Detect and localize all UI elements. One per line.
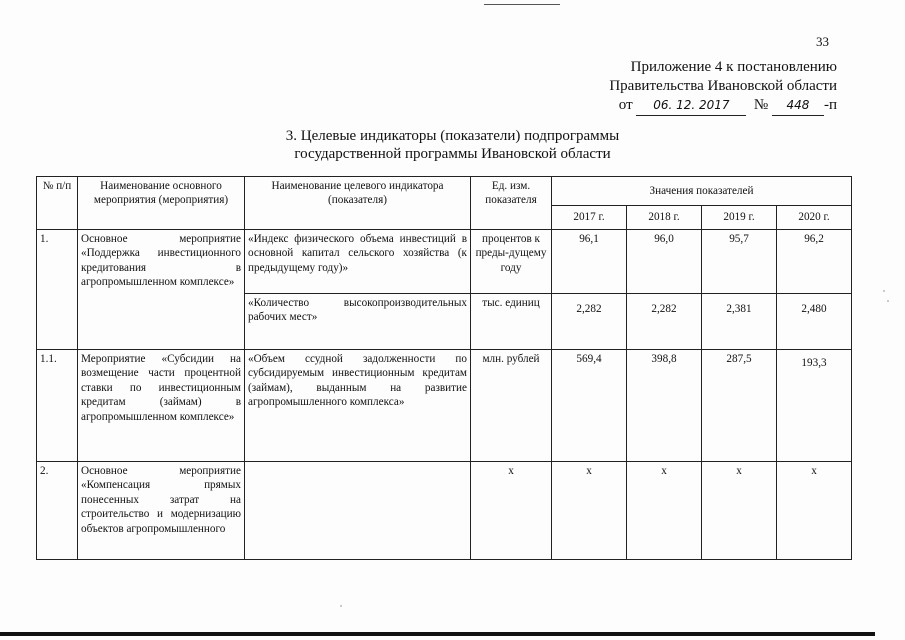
value-cell: х: [702, 462, 777, 560]
page-number: 33: [816, 34, 829, 49]
value-cell: 95,7: [702, 230, 777, 294]
scan-speck: [340, 605, 342, 607]
row-indicator: [245, 462, 471, 560]
row-num: 2.: [37, 462, 78, 560]
from-label: от: [618, 97, 633, 113]
row-num: 1.: [37, 230, 78, 350]
row-event: Основное мероприятие «Компенсация прямых понесенных затрат на строительство и модернизацию объектов агропромышленного: [78, 462, 245, 560]
title-line-1: 3. Целевые индикаторы (показатели) подпрограммы: [285, 128, 620, 144]
title-line-2: государственной программы Ивановской области: [294, 146, 611, 162]
appendix-line-1: Приложение 4 к постановлению: [630, 59, 837, 75]
value-cell: х: [627, 462, 702, 560]
scan-speck: [887, 300, 889, 302]
table-row: [37, 230, 852, 294]
indicators-table: [36, 176, 852, 560]
row-num: 1.1.: [37, 350, 78, 462]
header-year-2019: 2019 г.: [702, 206, 777, 230]
header-year-2017: 2017 г.: [552, 206, 627, 230]
header-num: № п/п: [37, 177, 78, 230]
top-rule: [484, 4, 560, 5]
row-indicator: «Индекс физического объема инвестиций в основной капитал сельского хозяйства (к предыдущему году)»: [245, 230, 471, 294]
section-title: [0, 127, 905, 163]
row-unit: процентов к преды-дущему году: [471, 230, 552, 294]
header-values: Значения показателей: [552, 177, 852, 206]
header-unit: Ед. изм. показателя: [471, 177, 552, 230]
bottom-scan-edge: [0, 632, 875, 636]
appendix-block: [609, 58, 837, 116]
value-cell: 398,8: [627, 350, 702, 462]
table-row: [37, 350, 852, 462]
row-indicator: «Объем ссудной задолженности по субсидируемым инвестиционным кредитам (займам), выданным на развитие агропромышленного комплекса»: [245, 350, 471, 462]
header-year-2020: 2020 г.: [777, 206, 852, 230]
row-event: Основное мероприятие «Поддержка инвестиционного кредитования в агропромышленном комплексе»: [78, 230, 245, 350]
value-cell: 2,282: [627, 294, 702, 350]
value-cell: 193,3: [777, 350, 852, 462]
handwritten-number: 448: [772, 96, 824, 116]
value-cell: 569,4: [552, 350, 627, 462]
value-cell: х: [777, 462, 852, 560]
row-unit: тыс. единиц: [471, 294, 552, 350]
value-cell: 287,5: [702, 350, 777, 462]
number-label: №: [753, 97, 769, 113]
handwritten-date: 06. 12. 2017: [636, 96, 746, 116]
value-cell: 96,1: [552, 230, 627, 294]
value-cell: 96,0: [627, 230, 702, 294]
value-cell: 2,480: [777, 294, 852, 350]
header-indicator: Наименование целевого индикатора (показателя): [245, 177, 471, 230]
value-cell: 2,381: [702, 294, 777, 350]
value-cell: 96,2: [777, 230, 852, 294]
number-suffix: -п: [823, 97, 837, 113]
row-unit: млн. рублей: [471, 350, 552, 462]
table-row: [37, 462, 852, 560]
row-unit: х: [471, 462, 552, 560]
row-event: Мероприятие «Субсидии на возмещение части процентной ставки по инвестиционным кредитам (займам) в агропромышленном комплексе»: [78, 350, 245, 462]
scan-speck: [883, 290, 885, 292]
appendix-line-3: [609, 96, 837, 116]
header-event: Наименование основного мероприятия (мероприятия): [78, 177, 245, 230]
value-cell: 2,282: [552, 294, 627, 350]
header-year-2018: 2018 г.: [627, 206, 702, 230]
value-cell: х: [552, 462, 627, 560]
row-indicator: «Количество высокопроизводительных рабочих мест»: [245, 294, 471, 350]
appendix-line-2: Правительства Ивановской области: [609, 78, 837, 94]
